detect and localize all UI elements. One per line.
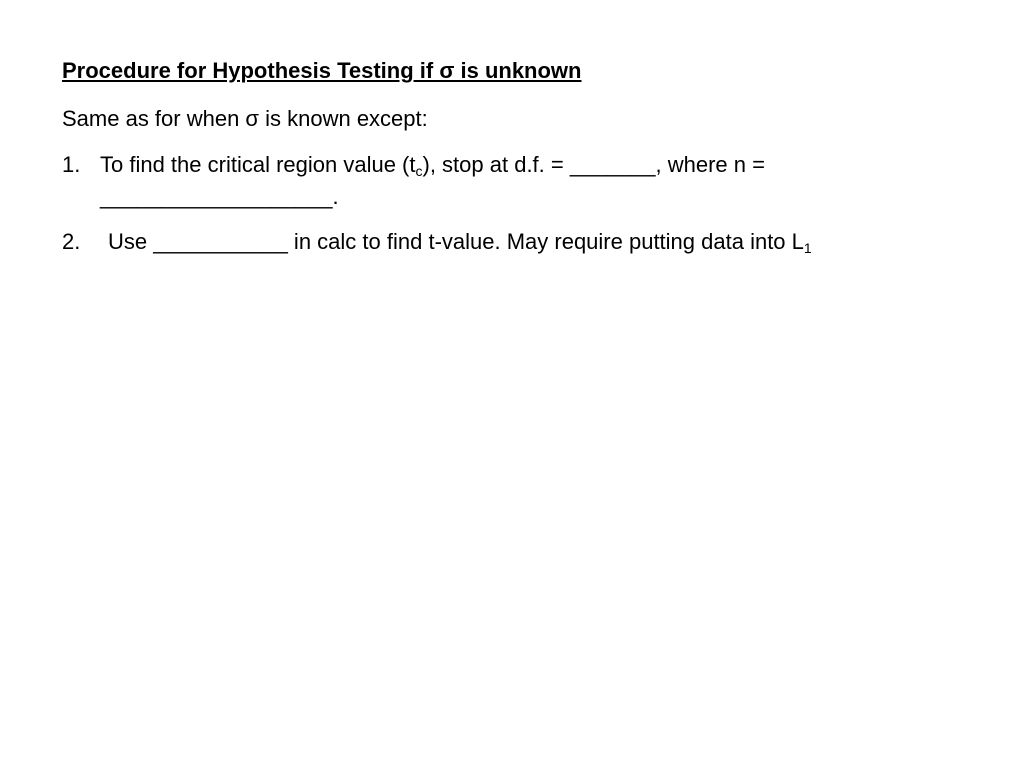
list-item-1-text-part-1: To find the critical region value (t: [100, 152, 416, 177]
intro-text: Same as for when σ is known except:: [62, 106, 428, 131]
list-item-2-text-part-1: Use ___________ in calc to find t-value. May require putting data into L: [108, 229, 804, 254]
list-item-1-subscript: c: [415, 163, 423, 179]
list-item-1-number: 1.: [62, 152, 81, 177]
list-item-2-subscript: 1: [803, 240, 812, 256]
list-item-2-number: 2.: [62, 229, 81, 254]
list-item-1-text-part-2: ), stop at d.f. = _______, where n =: [422, 152, 765, 177]
slide-title: Procedure for Hypothesis Testing if σ is unknown: [62, 58, 582, 83]
list-item-1-continuation: ___________________.: [100, 184, 339, 209]
list-item-1-text: [100, 152, 765, 178]
list-item-2-text: [108, 229, 812, 255]
